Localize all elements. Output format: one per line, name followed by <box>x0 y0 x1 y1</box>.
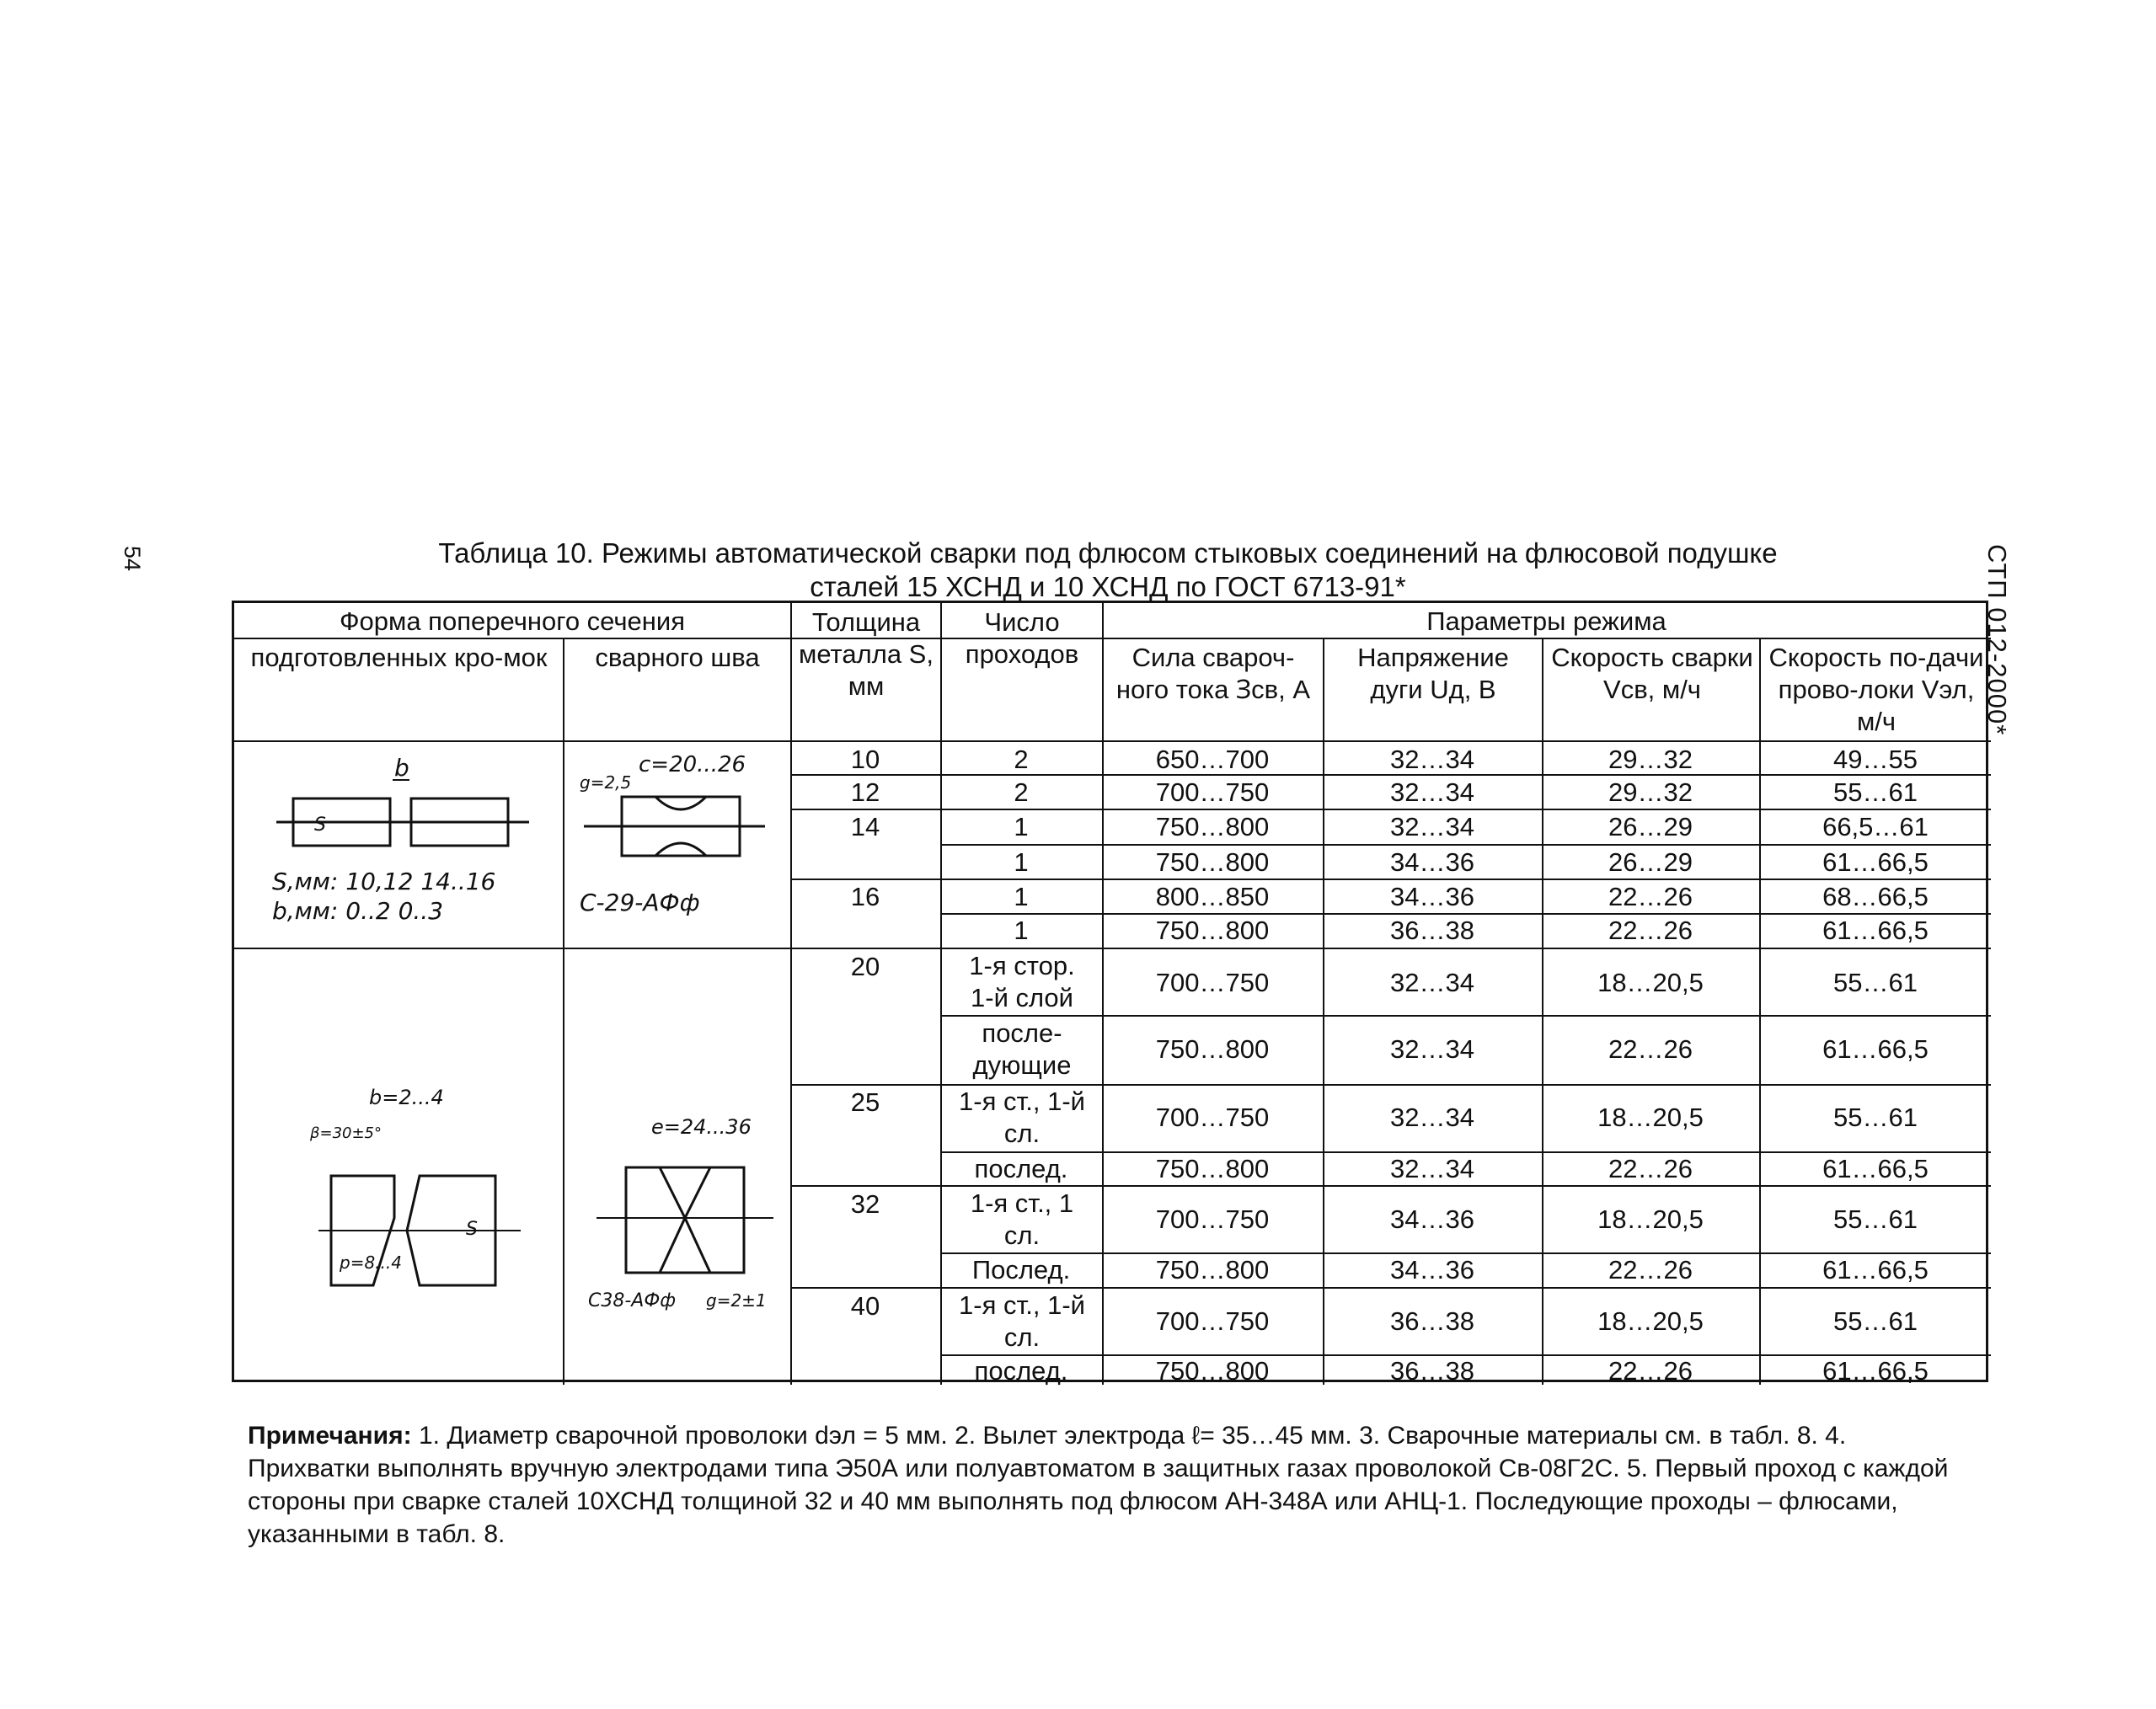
cell-voltage: 34…36 <box>1390 847 1474 877</box>
cell-current: 700…750 <box>1155 777 1270 807</box>
cell-current: 700…750 <box>1155 1306 1270 1336</box>
bevel-angle-label: β=30±5° <box>310 1124 383 1142</box>
cell-voltage: 36…38 <box>1390 1356 1474 1386</box>
cell-passes: 2 <box>1014 777 1029 807</box>
cell-speed: 29…32 <box>1608 777 1693 807</box>
col-rule <box>563 638 564 1385</box>
welding-modes-table <box>232 601 1988 1386</box>
gap-b-label: b <box>394 754 409 782</box>
p-label: p=8...4 <box>340 1252 402 1273</box>
cell-current: 750…800 <box>1155 1255 1270 1284</box>
rule <box>1102 638 1991 639</box>
cell-passes: 1-я стор. 1-й слой <box>969 951 1075 1012</box>
cell-feed: 61…66,5 <box>1822 1255 1929 1284</box>
g-label: g=2,5 <box>580 772 632 793</box>
cell-current: 750…800 <box>1155 916 1270 945</box>
header-passes: Число проходов <box>965 607 1079 669</box>
group-rule <box>234 948 1991 949</box>
header-feed: Скорость по-дачи прово-локи Vэл, м/ч <box>1768 643 1984 736</box>
cell-passes: 2 <box>1014 745 1029 774</box>
cell-speed: 18…20,5 <box>1597 1103 1704 1132</box>
cell-current: 650…700 <box>1155 745 1270 774</box>
cell-passes: 1-я ст., 1-й сл. <box>959 1290 1085 1352</box>
weld-seam-sketch-2 <box>580 1075 786 1361</box>
row-rule <box>940 844 1991 846</box>
cell-current: 800…850 <box>1155 882 1270 911</box>
cell-passes: 1-я ст., 1-й сл. <box>959 1087 1085 1148</box>
cell-passes: 1 <box>1014 847 1029 877</box>
cell-speed: 18…20,5 <box>1597 968 1704 997</box>
row-rule <box>940 1015 1991 1017</box>
cell-voltage: 34…36 <box>1390 1204 1474 1234</box>
cell-speed: 22…26 <box>1608 916 1693 945</box>
s-values-label: S,мм: 10,12 14..16 <box>272 868 496 895</box>
cell-feed: 68…66,5 <box>1822 882 1929 911</box>
cell-feed: 61…66,5 <box>1822 1154 1929 1183</box>
header-edges: подготовленных кро-мок <box>250 643 548 672</box>
cell-current: 750…800 <box>1155 847 1270 877</box>
cell-thickness: 20 <box>850 952 880 981</box>
header-speed: Скорость сварки Vсв, м/ч <box>1551 643 1753 704</box>
cell-thickness: 25 <box>850 1087 880 1117</box>
header-voltage: Напряжение дуги Uд, В <box>1357 643 1509 704</box>
b-values-label: b,мм: 0..2 0..3 <box>272 897 444 925</box>
document-code: СТП 012-2000* <box>1982 544 2012 736</box>
cell-voltage: 32…34 <box>1390 777 1474 807</box>
cell-thickness: 40 <box>850 1291 880 1321</box>
cell-feed: 61…66,5 <box>1822 916 1929 945</box>
cell-feed: 61…66,5 <box>1822 847 1929 877</box>
cell-current: 750…800 <box>1155 812 1270 841</box>
seam-code-label: С-29-АФф <box>580 889 700 916</box>
cell-passes: после-дующие <box>972 1018 1072 1080</box>
cell-voltage: 36…38 <box>1390 1306 1474 1336</box>
cell-voltage: 32…34 <box>1390 968 1474 997</box>
edge-preparation-sketch-1 <box>268 746 546 940</box>
g2-label: g=2±1 <box>706 1290 767 1311</box>
table-notes <box>248 1419 1950 1551</box>
header-params: Параметры режима <box>1426 606 1666 636</box>
row-rule <box>790 1287 1991 1289</box>
cell-voltage: 34…36 <box>1390 882 1474 911</box>
col-rule <box>790 603 792 1385</box>
cell-thickness: 12 <box>850 777 880 807</box>
cell-thickness: 14 <box>850 812 880 841</box>
weld-seam-sketch-1 <box>571 746 786 940</box>
cell-current: 750…800 <box>1155 1356 1270 1386</box>
c-width-label: c=20...26 <box>639 752 746 777</box>
cell-current: 700…750 <box>1155 968 1270 997</box>
cell-thickness: 32 <box>850 1189 880 1219</box>
page-number: 54 <box>120 546 145 572</box>
cell-feed: 55…61 <box>1833 1103 1918 1132</box>
cell-feed: 61…66,5 <box>1822 1034 1929 1064</box>
row-rule <box>790 1185 1991 1187</box>
cell-passes: послед. <box>974 1356 1068 1386</box>
cell-feed: 55…61 <box>1833 777 1918 807</box>
cell-voltage: 36…38 <box>1390 916 1474 945</box>
s-label: S <box>466 1219 478 1240</box>
cell-voltage: 32…34 <box>1390 745 1474 774</box>
cell-passes: 1 <box>1014 882 1029 911</box>
cell-voltage: 32…34 <box>1390 1034 1474 1064</box>
cell-speed: 22…26 <box>1608 1154 1693 1183</box>
header-form: Форма поперечного сечения <box>339 606 686 636</box>
cell-feed: 49…55 <box>1833 745 1918 774</box>
cell-current: 700…750 <box>1155 1204 1270 1234</box>
caption-line-1: Таблица 10. Режимы автоматической сварки под флюсом стыковых соединений на флюсовой подушке <box>438 537 1778 569</box>
header-thickness: Толщина металла S, мм <box>799 607 934 701</box>
table-caption <box>227 537 1988 604</box>
cell-feed: 55…61 <box>1833 1204 1918 1234</box>
cell-speed: 18…20,5 <box>1597 1306 1704 1336</box>
header-current: Сила свароч-ного тока Ɜсв, А <box>1115 643 1311 704</box>
header-seam: сварного шва <box>595 643 760 672</box>
row-rule <box>790 879 1991 880</box>
cell-thickness: 16 <box>850 882 880 911</box>
cell-speed: 26…29 <box>1608 812 1693 841</box>
cell-speed: 22…26 <box>1608 1356 1693 1386</box>
cell-thickness: 10 <box>850 745 880 774</box>
cell-speed: 26…29 <box>1608 847 1693 877</box>
cell-passes: послед. <box>974 1154 1068 1183</box>
cell-feed: 66,5…61 <box>1822 812 1929 841</box>
cell-current: 700…750 <box>1155 1103 1270 1132</box>
cell-passes: 1-я ст., 1 сл. <box>970 1188 1074 1250</box>
cell-feed: 55…61 <box>1833 968 1918 997</box>
cell-speed: 29…32 <box>1608 745 1693 774</box>
cell-speed: 18…20,5 <box>1597 1204 1704 1234</box>
edge-preparation-sketch-2 <box>293 1075 546 1361</box>
cell-passes: 1 <box>1014 916 1029 945</box>
cell-voltage: 34…36 <box>1390 1255 1474 1284</box>
cell-voltage: 32…34 <box>1390 812 1474 841</box>
notes-label: Примечания: <box>248 1422 412 1450</box>
notes-text: 1. Диаметр сварочной проволоки dэл = 5 мм. 2. Вылет электрода ℓ= 35…45 мм. 3. Сварочные материалы см. в табл. 8. 4. Прихватки выполнять вручную электродами типа Э50А или полуавтоматом в защитных газах проволокой Св-08Г2С. 5. Первый проход с каждой стороны при сварке сталей 10ХСНД толщиной 32 и 40 мм выполнять под флюсом АН-348А или АНЦ-1. Последующие проходы – флюсами, указанными в табл. 8. <box>248 1422 1949 1548</box>
e-width-label: e=24...36 <box>651 1115 752 1139</box>
row-rule <box>790 809 1991 810</box>
cell-current: 750…800 <box>1155 1034 1270 1064</box>
caption-line-2: сталей 15 ХСНД и 10 ХСНД по ГОСТ 6713-91* <box>810 571 1406 602</box>
cell-speed: 22…26 <box>1608 882 1693 911</box>
cell-voltage: 32…34 <box>1390 1103 1474 1132</box>
cell-speed: 22…26 <box>1608 1255 1693 1284</box>
cell-speed: 22…26 <box>1608 1034 1693 1064</box>
seam2-code-label: С38-АФф <box>588 1290 677 1311</box>
header-rule <box>234 740 1991 742</box>
b-gap-label: b=2...4 <box>369 1086 444 1109</box>
cell-feed: 61…66,5 <box>1822 1356 1929 1386</box>
cell-passes: 1 <box>1014 812 1029 841</box>
cell-passes: Послед. <box>971 1255 1071 1284</box>
cell-voltage: 32…34 <box>1390 1154 1474 1183</box>
cell-feed: 55…61 <box>1833 1306 1918 1336</box>
thickness-s-label: S <box>314 814 326 836</box>
cell-current: 750…800 <box>1155 1154 1270 1183</box>
